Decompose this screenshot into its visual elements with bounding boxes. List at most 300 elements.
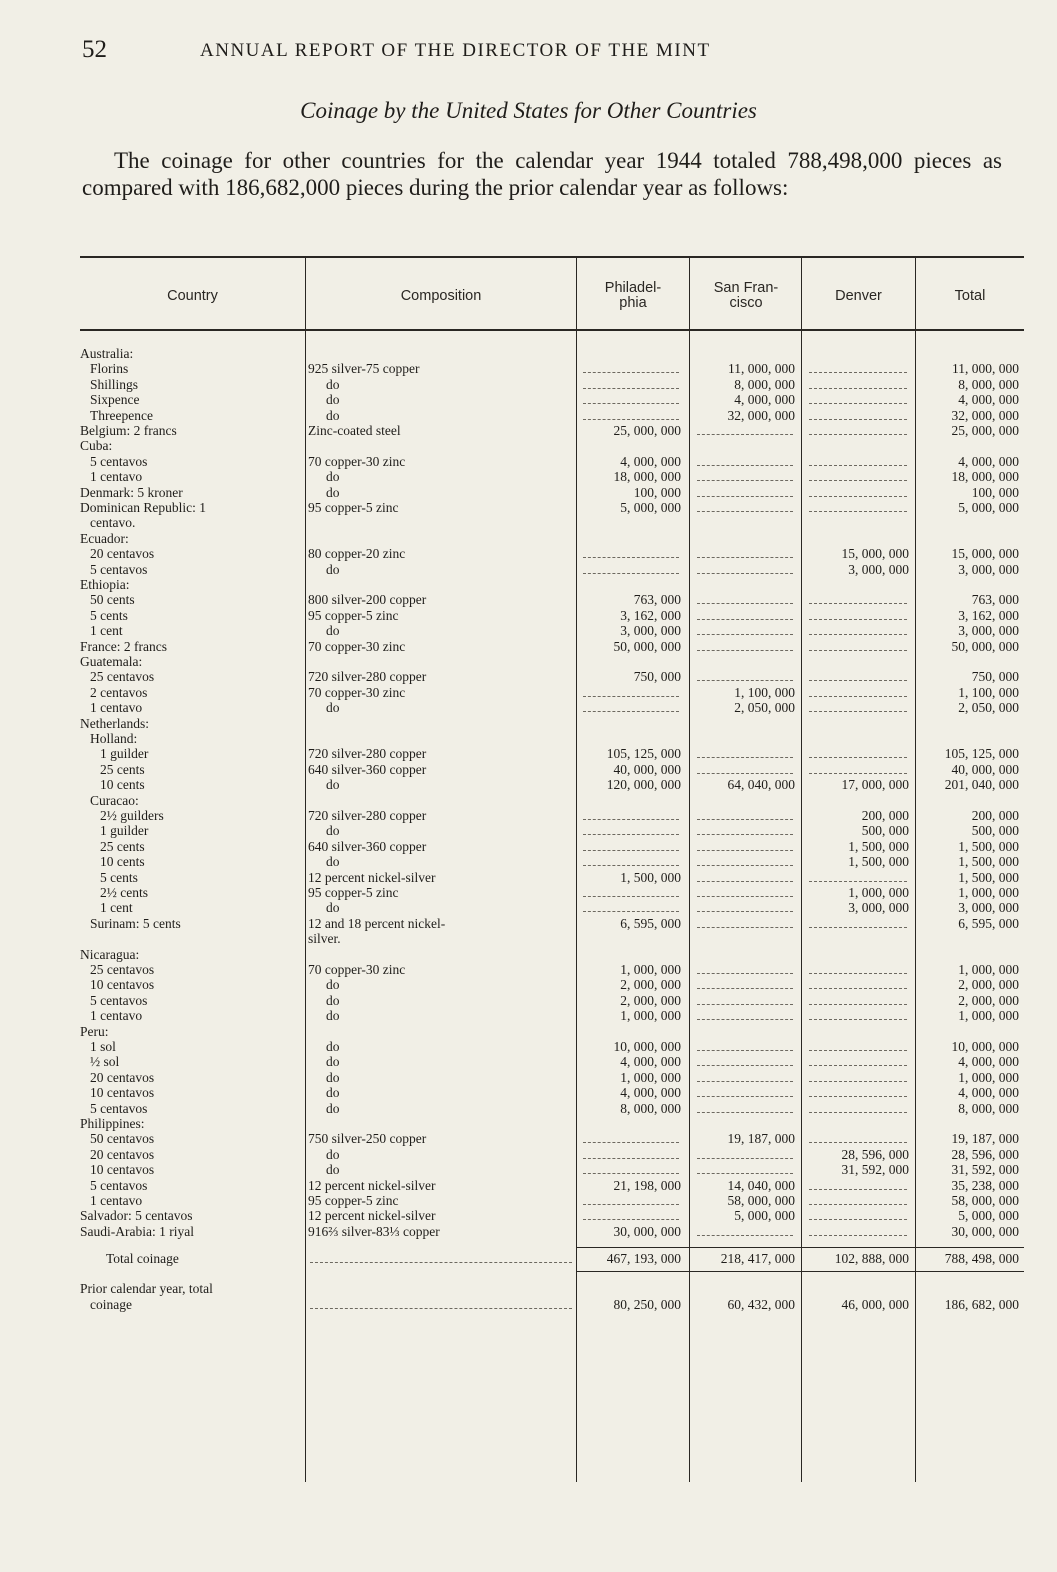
philadelphia-cell: 25, 000, 000: [613, 423, 681, 438]
table-row: [80, 962, 1024, 977]
composition-cell: do: [326, 623, 340, 639]
total-cell: 1, 500, 000: [958, 838, 1019, 854]
country-cell: 20 centavos: [90, 546, 155, 562]
philadelphia-cell: 4, 000, 000: [620, 453, 681, 469]
country-cell: centavo.: [90, 515, 136, 531]
page-header: [82, 36, 982, 66]
table-row: [80, 608, 1024, 623]
country-cell: 10 centavos: [90, 977, 155, 993]
san-francisco-cell: 8, 000, 000: [734, 376, 795, 392]
empty-cell-leader: [697, 465, 793, 466]
total-cell: 15, 000, 000: [951, 546, 1019, 562]
total-cell: 1, 000, 000: [958, 1008, 1019, 1024]
total-cell: 3, 000, 000: [958, 561, 1019, 577]
empty-cell-leader: [697, 496, 793, 497]
table-row: [80, 1054, 1024, 1069]
empty-cell-leader: [809, 1204, 907, 1205]
empty-cell-leader: [809, 1065, 907, 1066]
country-cell: 1 cent: [90, 623, 123, 639]
philadelphia-cell: 1, 500, 000: [620, 869, 681, 885]
country-cell: 1 cent: [100, 900, 133, 916]
san-francisco-cell: 14, 040, 000: [727, 1177, 795, 1193]
empty-cell-leader: [697, 1158, 793, 1159]
country-cell: Peru:: [80, 1023, 109, 1039]
empty-cell-leader: [809, 465, 907, 466]
composition-cell: 640 silver-360 copper: [308, 838, 427, 854]
table-row: [80, 900, 1024, 915]
table-row: [80, 562, 1024, 577]
table-row: [80, 515, 1024, 530]
composition-cell: do: [326, 1085, 340, 1101]
composition-cell: 80 copper-20 zinc: [308, 546, 406, 562]
total-cell: 3, 162, 000: [958, 607, 1019, 623]
country-cell: 1 sol: [90, 1039, 116, 1054]
composition-cell: do: [326, 854, 340, 870]
philadelphia-cell: 30, 000, 000: [613, 1223, 681, 1239]
table-row: [80, 885, 1024, 900]
table-row: [80, 947, 1024, 962]
total-coinage-label: Total coinage: [106, 1251, 179, 1267]
composition-cell: do: [326, 823, 340, 839]
grand-total: 788, 498, 000: [944, 1251, 1019, 1267]
total-cell: 50, 000, 000: [951, 638, 1019, 654]
philadelphia-cell: 1, 000, 000: [620, 1069, 681, 1085]
prior-year-label: coinage: [90, 1297, 132, 1313]
empty-cell-leader: [809, 480, 907, 481]
composition-cell: do: [326, 900, 340, 916]
column-header-san-francisco: San Fran- cisco: [713, 280, 779, 311]
empty-cell-leader: [583, 1142, 679, 1143]
grand-total-prior: 186, 682, 000: [944, 1297, 1019, 1313]
total-cell: 4, 000, 000: [958, 392, 1019, 408]
philadelphia-cell: 40, 000, 000: [613, 761, 681, 777]
empty-cell-leader: [697, 619, 793, 620]
table-row: [80, 1131, 1024, 1146]
empty-cell-leader: [809, 680, 907, 681]
country-cell: 1 guilder: [100, 823, 149, 839]
table-row: [80, 1070, 1024, 1085]
empty-cell-leader: [697, 881, 793, 882]
country-cell: 1 guilder: [100, 746, 149, 762]
table-row: [80, 993, 1024, 1008]
composition-cell: do: [326, 392, 340, 408]
philadelphia-cell: 100, 000: [633, 484, 681, 500]
san-francisco-cell: 19, 187, 000: [727, 1131, 795, 1147]
denver-cell: 17, 000, 000: [841, 777, 909, 793]
composition-cell: do: [326, 700, 340, 716]
empty-cell-leader: [697, 557, 793, 558]
total-cell: 1, 100, 000: [958, 684, 1019, 700]
composition-cell: 925 silver-75 copper: [308, 361, 420, 377]
empty-cell-leader: [583, 696, 679, 697]
country-cell: 25 cents: [100, 838, 145, 854]
empty-cell-leader: [697, 1019, 793, 1020]
philadelphia-cell: 120, 000, 000: [606, 777, 681, 793]
country-cell: 10 cents: [100, 854, 145, 870]
country-cell: 25 centavos: [90, 669, 155, 685]
philadelphia-cell: 4, 000, 000: [620, 1085, 681, 1101]
empty-cell-leader: [809, 711, 907, 712]
total-cell: 10, 000, 000: [951, 1039, 1019, 1054]
country-cell: Belgium: 2 francs: [80, 423, 177, 438]
empty-cell-leader: [697, 1065, 793, 1066]
section-title: Coinage by the United States for Other Countries: [300, 98, 757, 123]
philadelphia-cell: 6, 595, 000: [620, 915, 681, 931]
composition-cell: do: [326, 484, 340, 500]
table-row: [80, 454, 1024, 469]
table-row: [80, 423, 1024, 438]
total-cell: 28, 596, 000: [951, 1146, 1019, 1162]
empty-cell-leader: [809, 773, 907, 774]
total-cell: 2, 050, 000: [958, 700, 1019, 716]
total-cell: 4, 000, 000: [958, 1085, 1019, 1101]
denver-cell: 31, 592, 000: [841, 1162, 909, 1178]
country-cell: Ethiopia:: [80, 577, 130, 592]
prior-year-label: Prior calendar year, total: [80, 1281, 213, 1297]
philadelphia-cell: 1, 000, 000: [620, 962, 681, 977]
philadelphia-cell: 2, 000, 000: [620, 992, 681, 1008]
prior-year-row: [80, 1297, 1024, 1312]
composition-cell: 916⅔ silver-83⅓ copper: [308, 1223, 440, 1239]
country-cell: 20 centavos: [90, 1146, 155, 1162]
composition-cell: 70 copper-30 zinc: [308, 638, 406, 654]
philadelphia-total: 467, 193, 000: [606, 1251, 681, 1267]
denver-cell: 15, 000, 000: [841, 546, 909, 562]
table-row: [80, 777, 1024, 792]
composition-cell: do: [326, 1069, 340, 1085]
prior-year-row: [80, 1281, 1024, 1296]
total-cell: 6, 595, 000: [958, 915, 1019, 931]
table-row: [80, 346, 1024, 361]
country-cell: Curacao:: [90, 792, 139, 808]
empty-cell-leader: [697, 1050, 793, 1051]
total-cell: 1, 000, 000: [958, 1069, 1019, 1085]
composition-cell: 800 silver-200 copper: [308, 592, 427, 608]
empty-cell-leader: [809, 372, 907, 373]
country-cell: 10 centavos: [90, 1162, 155, 1178]
philadelphia-cell: 763, 000: [633, 592, 681, 608]
empty-cell-leader: [697, 1173, 793, 1174]
composition-cell: do: [326, 1054, 340, 1070]
empty-cell-leader: [697, 850, 793, 851]
philadelphia-cell: 3, 162, 000: [620, 607, 681, 623]
empty-cell-leader: [697, 680, 793, 681]
table-row: [80, 531, 1024, 546]
empty-cell-leader: [583, 573, 679, 574]
san-francisco-prior: 60, 432, 000: [727, 1297, 795, 1313]
total-cell: 2, 000, 000: [958, 977, 1019, 993]
column-header-denver: Denver: [835, 287, 882, 304]
empty-cell-leader: [583, 850, 679, 851]
composition-cell: 70 copper-30 zinc: [308, 684, 406, 700]
composition-cell: 95 copper-5 zinc: [308, 607, 399, 623]
table-row: [80, 377, 1024, 392]
empty-cell-leader: [809, 988, 907, 989]
table-row: [80, 823, 1024, 838]
country-cell: Australia:: [80, 346, 134, 361]
total-cell: 5, 000, 000: [958, 500, 1019, 515]
country-cell: Florins: [90, 361, 129, 377]
table-row: [80, 438, 1024, 453]
table-row: [80, 977, 1024, 992]
empty-cell-leader: [697, 1235, 793, 1236]
empty-cell-leader: [583, 819, 679, 820]
table-row: [80, 1024, 1024, 1039]
philadelphia-cell: 2, 000, 000: [620, 977, 681, 993]
san-francisco-cell: 64, 040, 000: [727, 777, 795, 793]
composition-cell: do: [326, 1162, 340, 1178]
empty-cell-leader: [697, 1096, 793, 1097]
composition-cell: 12 percent nickel-silver: [308, 1208, 436, 1224]
san-francisco-cell: 2, 050, 000: [734, 700, 795, 716]
total-cell: 200, 000: [971, 808, 1019, 823]
total-cell: 8, 000, 000: [958, 376, 1019, 392]
empty-cell-leader: [809, 757, 907, 758]
table-row: [80, 1008, 1024, 1023]
table-row: [80, 654, 1024, 669]
empty-cell-leader: [697, 973, 793, 974]
empty-cell-leader: [809, 1050, 907, 1051]
denver-cell: 28, 596, 000: [841, 1146, 909, 1162]
country-cell: Surinam: 5 cents: [90, 915, 181, 931]
table-row: [80, 577, 1024, 592]
philadelphia-cell: 8, 000, 000: [620, 1100, 681, 1116]
empty-cell-leader: [809, 881, 907, 882]
country-cell: 5 centavos: [90, 561, 148, 577]
table-row: [80, 808, 1024, 823]
empty-cell-leader: [697, 480, 793, 481]
table-row: [80, 1208, 1024, 1223]
philadelphia-cell: 1, 000, 000: [620, 1008, 681, 1024]
table-row: [80, 700, 1024, 715]
column-header-philadelphia: Philadel- phia: [604, 280, 662, 311]
empty-cell-leader: [697, 1004, 793, 1005]
running-head: ANNUAL REPORT OF THE DIRECTOR OF THE MINT: [200, 40, 711, 61]
empty-cell-leader: [809, 419, 907, 420]
empty-cell-leader: [310, 1262, 572, 1263]
denver-cell: 1, 500, 000: [848, 854, 909, 870]
country-cell: 1 centavo: [90, 469, 143, 485]
total-cell: 8, 000, 000: [958, 1100, 1019, 1116]
table-row: [80, 592, 1024, 607]
empty-cell-leader: [697, 573, 793, 574]
country-cell: 5 cents: [90, 607, 128, 623]
table-row: [80, 731, 1024, 746]
empty-cell-leader: [809, 511, 907, 512]
country-cell: Ecuador:: [80, 530, 129, 546]
empty-cell-leader: [809, 1019, 907, 1020]
empty-cell-leader: [583, 911, 679, 912]
empty-cell-leader: [697, 911, 793, 912]
table-row: [80, 669, 1024, 684]
empty-cell-leader: [809, 496, 907, 497]
table-row: [80, 685, 1024, 700]
composition-cell: do: [326, 1146, 340, 1162]
empty-cell-leader: [809, 1189, 907, 1190]
empty-cell-leader: [809, 650, 907, 651]
country-cell: Nicaragua:: [80, 946, 140, 962]
philadelphia-cell: 5, 000, 000: [620, 500, 681, 515]
denver-cell: 200, 000: [861, 808, 909, 823]
country-cell: Saudi-Arabia: 1 riyal: [80, 1223, 194, 1239]
table-row: [80, 1162, 1024, 1177]
country-cell: 5 centavos: [90, 992, 148, 1008]
table-row: [80, 485, 1024, 500]
total-cell: 4, 000, 000: [958, 1054, 1019, 1070]
philadelphia-cell: 105, 125, 000: [606, 746, 681, 762]
total-cell: 35, 238, 000: [951, 1177, 1019, 1193]
empty-cell-leader: [697, 1081, 793, 1082]
empty-cell-leader: [809, 1081, 907, 1082]
composition-cell: 720 silver-280 copper: [308, 808, 427, 823]
empty-cell-leader: [697, 434, 793, 435]
table-row: [80, 746, 1024, 761]
total-cell: 11, 000, 000: [952, 361, 1019, 377]
country-cell: 50 cents: [90, 592, 135, 608]
denver-cell: 1, 000, 000: [848, 885, 909, 900]
table-row: [80, 854, 1024, 869]
composition-cell: do: [326, 1039, 340, 1054]
totals-rule: [577, 1247, 1024, 1248]
table-row: [80, 469, 1024, 484]
table-row: [80, 1116, 1024, 1131]
total-cell: 100, 000: [971, 484, 1019, 500]
country-cell: 10 cents: [100, 777, 145, 793]
denver-total: 102, 888, 000: [834, 1251, 909, 1267]
empty-cell-leader: [583, 834, 679, 835]
country-cell: 2½ cents: [100, 885, 148, 900]
empty-cell-leader: [583, 557, 679, 558]
san-francisco-cell: 11, 000, 000: [728, 361, 795, 377]
table-row: [80, 916, 1024, 931]
philadelphia-cell: 18, 000, 000: [613, 469, 681, 485]
country-cell: 25 centavos: [90, 962, 155, 977]
total-cell: 18, 000, 000: [951, 469, 1019, 485]
table-row: [80, 361, 1024, 376]
table-row: [80, 1085, 1024, 1100]
country-cell: Netherlands:: [80, 715, 149, 731]
total-cell: 30, 000, 000: [951, 1223, 1019, 1239]
philadelphia-cell: 4, 000, 000: [620, 1054, 681, 1070]
total-cell: 32, 000, 000: [951, 407, 1019, 423]
total-cell: 1, 500, 000: [958, 854, 1019, 870]
composition-cell: do: [326, 407, 340, 423]
philadelphia-cell: 50, 000, 000: [613, 638, 681, 654]
table-row: [80, 716, 1024, 731]
empty-cell-leader: [583, 419, 679, 420]
composition-cell: 95 copper-5 zinc: [308, 1193, 399, 1208]
empty-cell-leader: [697, 988, 793, 989]
table-row: [80, 1224, 1024, 1239]
table-row: [80, 839, 1024, 854]
total-cell: 500, 000: [971, 823, 1019, 839]
composition-cell: 750 silver-250 copper: [308, 1131, 427, 1147]
total-cell: 201, 040, 000: [944, 777, 1019, 793]
table-row: [80, 392, 1024, 407]
empty-cell-leader: [697, 634, 793, 635]
empty-cell-leader: [809, 434, 907, 435]
total-cell: 2, 000, 000: [958, 992, 1019, 1008]
empty-cell-leader: [809, 603, 907, 604]
empty-cell-leader: [809, 388, 907, 389]
denver-cell: 500, 000: [861, 823, 909, 839]
table-row: [80, 870, 1024, 885]
country-cell: 1 centavo: [90, 1008, 143, 1024]
table-row: [80, 623, 1024, 638]
country-cell: Sixpence: [90, 392, 140, 408]
country-cell: 5 centavos: [90, 453, 148, 469]
table-row: [80, 762, 1024, 777]
table-row: [80, 639, 1024, 654]
san-francisco-cell: 4, 000, 000: [734, 392, 795, 408]
composition-cell: do: [326, 376, 340, 392]
empty-cell-leader: [809, 1112, 907, 1113]
country-cell: Salvador: 5 centavos: [80, 1208, 193, 1224]
composition-cell: Zinc-coated steel: [308, 423, 401, 438]
country-cell: 5 centavos: [90, 1100, 148, 1116]
empty-cell-leader: [809, 634, 907, 635]
empty-cell-leader: [583, 865, 679, 866]
philadelphia-prior: 80, 250, 000: [613, 1297, 681, 1313]
empty-cell-leader: [697, 1112, 793, 1113]
total-cell: 1, 500, 000: [958, 869, 1019, 885]
total-cell: 763, 000: [971, 592, 1019, 608]
table-row: [80, 1193, 1024, 1208]
total-cell: 3, 000, 000: [958, 623, 1019, 639]
composition-cell: do: [326, 469, 340, 485]
country-cell: 50 centavos: [90, 1131, 155, 1147]
table-row: [80, 1147, 1024, 1162]
country-cell: 25 cents: [100, 761, 145, 777]
san-francisco-cell: 32, 000, 000: [727, 407, 795, 423]
total-cell: 3, 000, 000: [958, 900, 1019, 916]
composition-cell: 12 percent nickel-silver: [308, 1177, 436, 1193]
intro-paragraph: [82, 147, 1002, 201]
empty-cell-leader: [809, 619, 907, 620]
philadelphia-cell: 10, 000, 000: [613, 1039, 681, 1054]
empty-cell-leader: [809, 1004, 907, 1005]
table-row: [80, 1039, 1024, 1054]
composition-cell: do: [326, 977, 340, 993]
composition-cell: 12 percent nickel-silver: [308, 869, 436, 885]
empty-cell-leader: [697, 896, 793, 897]
empty-cell-leader: [583, 1173, 679, 1174]
country-cell: 1 centavo: [90, 700, 143, 716]
total-cell: 105, 125, 000: [944, 746, 1019, 762]
empty-cell-leader: [809, 696, 907, 697]
country-cell: 10 centavos: [90, 1085, 155, 1101]
composition-cell: 720 silver-280 copper: [308, 746, 427, 762]
country-cell: Denmark: 5 kroner: [80, 484, 183, 500]
country-cell: 5 cents: [100, 869, 138, 885]
total-cell: 5, 000, 000: [958, 1208, 1019, 1224]
total-cell: 1, 000, 000: [958, 962, 1019, 977]
country-cell: Shillings: [90, 376, 139, 392]
country-cell: 2 centavos: [90, 684, 148, 700]
philadelphia-cell: 3, 000, 000: [620, 623, 681, 639]
denver-cell: 3, 000, 000: [848, 561, 909, 577]
page-number: 52: [82, 36, 107, 63]
empty-cell-leader: [697, 834, 793, 835]
country-cell: Threepence: [90, 407, 153, 423]
table-header-rule: [80, 329, 1024, 331]
empty-cell-leader: [697, 511, 793, 512]
empty-cell-leader: [310, 1308, 572, 1309]
composition-cell: 640 silver-360 copper: [308, 761, 427, 777]
table-top-rule: [80, 256, 1024, 258]
total-cell: 25, 000, 000: [951, 423, 1019, 438]
composition-cell: 70 copper-30 zinc: [308, 453, 406, 469]
